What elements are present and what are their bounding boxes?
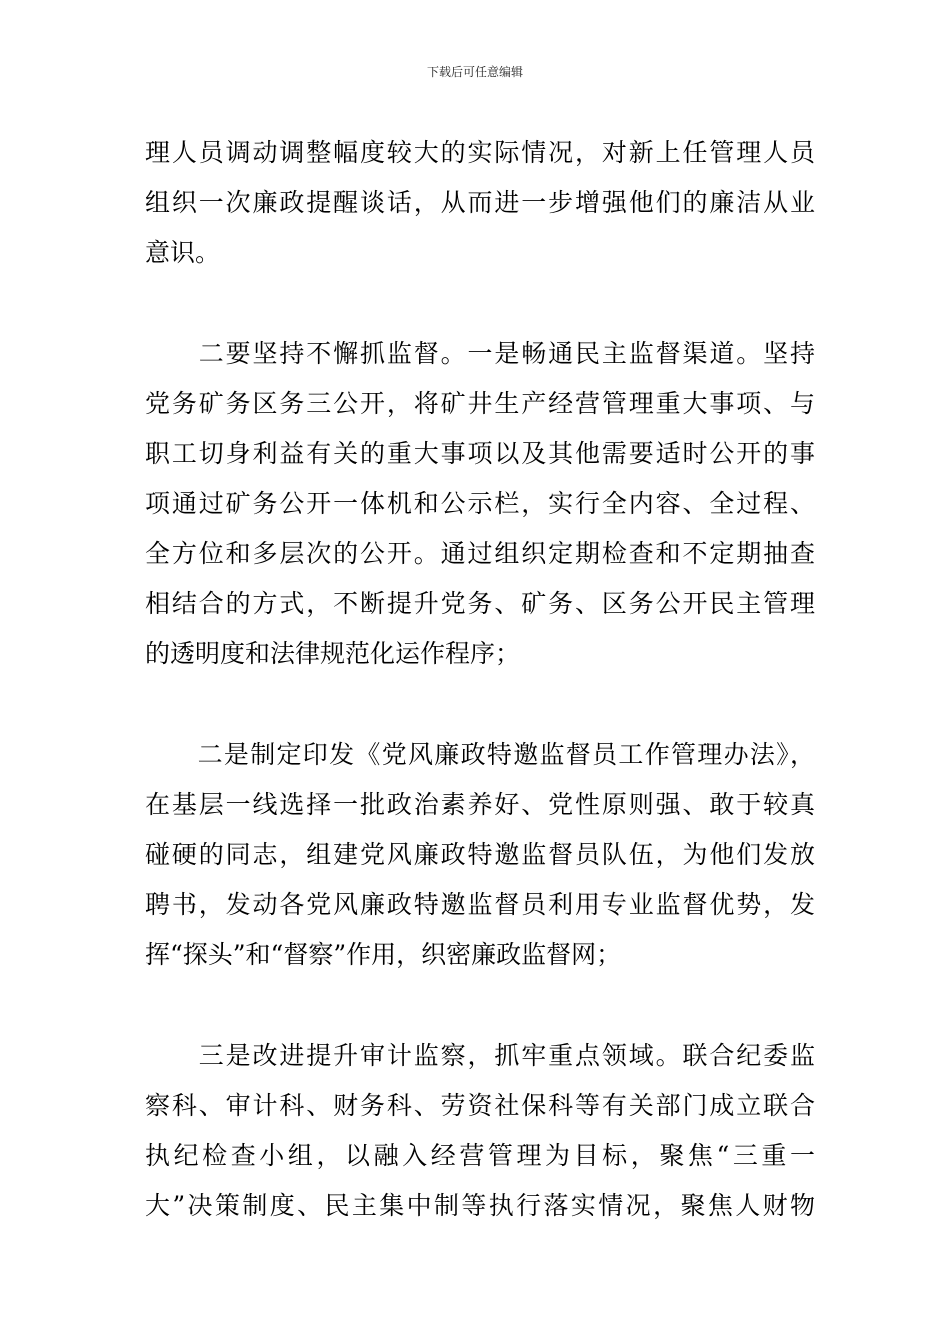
- text-line: 大”决策制度、民主集中制等执行落实情况，聚焦人财物: [145, 1191, 815, 1220]
- text-line: 项通过矿务公开一体机和公示栏，实行全内容、全过程、: [145, 489, 815, 518]
- text-line: 的透明度和法律规范化运作程序；: [145, 639, 521, 668]
- paragraph-4: [145, 1031, 815, 1231]
- text-line: 聘书，发动各党风廉政特邀监督员利用专业监督优势，发: [145, 890, 815, 919]
- text-line: 二是制定印发《党风廉政特邀监督员工作管理办法》，: [145, 740, 815, 769]
- page-header: 下载后可任意编辑: [426, 65, 523, 79]
- paragraph-3: [145, 730, 815, 980]
- text-line: 理人员调动调整幅度较大的实际情况，对新上任管理人员: [145, 138, 815, 167]
- paragraph-2: [145, 329, 815, 679]
- text-line: 意识。: [145, 238, 221, 267]
- text-line: 三是改进提升审计监察，抓牢重点领域。联合纪委监: [145, 1041, 815, 1070]
- text-line: 在基层一线选择一批政治素养好、党性原则强、敢于较真: [145, 790, 815, 819]
- text-line: 组织一次廉政提醒谈话，从而进一步增强他们的廉洁从业: [145, 188, 815, 217]
- text-line: 党务矿务区务三公开，将矿井生产经营管理重大事项、与: [145, 389, 815, 418]
- paragraph-1: [145, 128, 815, 278]
- text-line: 全方位和多层次的公开。通过组织定期检查和不定期抽查: [145, 539, 815, 568]
- text-line: 挥“探头”和“督察”作用，织密廉政监督网；: [145, 940, 622, 969]
- paragraph-gap: [145, 278, 815, 329]
- text-line: 碰硬的同志，组建党风廉政特邀监督员队伍，为他们发放: [145, 840, 815, 869]
- text-line: 职工切身利益有关的重大事项以及其他需要适时公开的事: [145, 439, 815, 468]
- paragraph-gap: [145, 980, 815, 1031]
- text-line: 执纪检查小组，以融入经营管理为目标，聚焦“三重一: [145, 1141, 815, 1170]
- text-line: 察科、审计科、财务科、劳资社保科等有关部门成立联合: [145, 1091, 815, 1120]
- text-line: 二要坚持不懈抓监督。一是畅通民主监督渠道。坚持: [145, 339, 815, 368]
- text-line: 相结合的方式，不断提升党务、矿务、区务公开民主管理: [145, 589, 815, 618]
- document-body: [145, 128, 815, 1231]
- paragraph-gap: [145, 679, 815, 730]
